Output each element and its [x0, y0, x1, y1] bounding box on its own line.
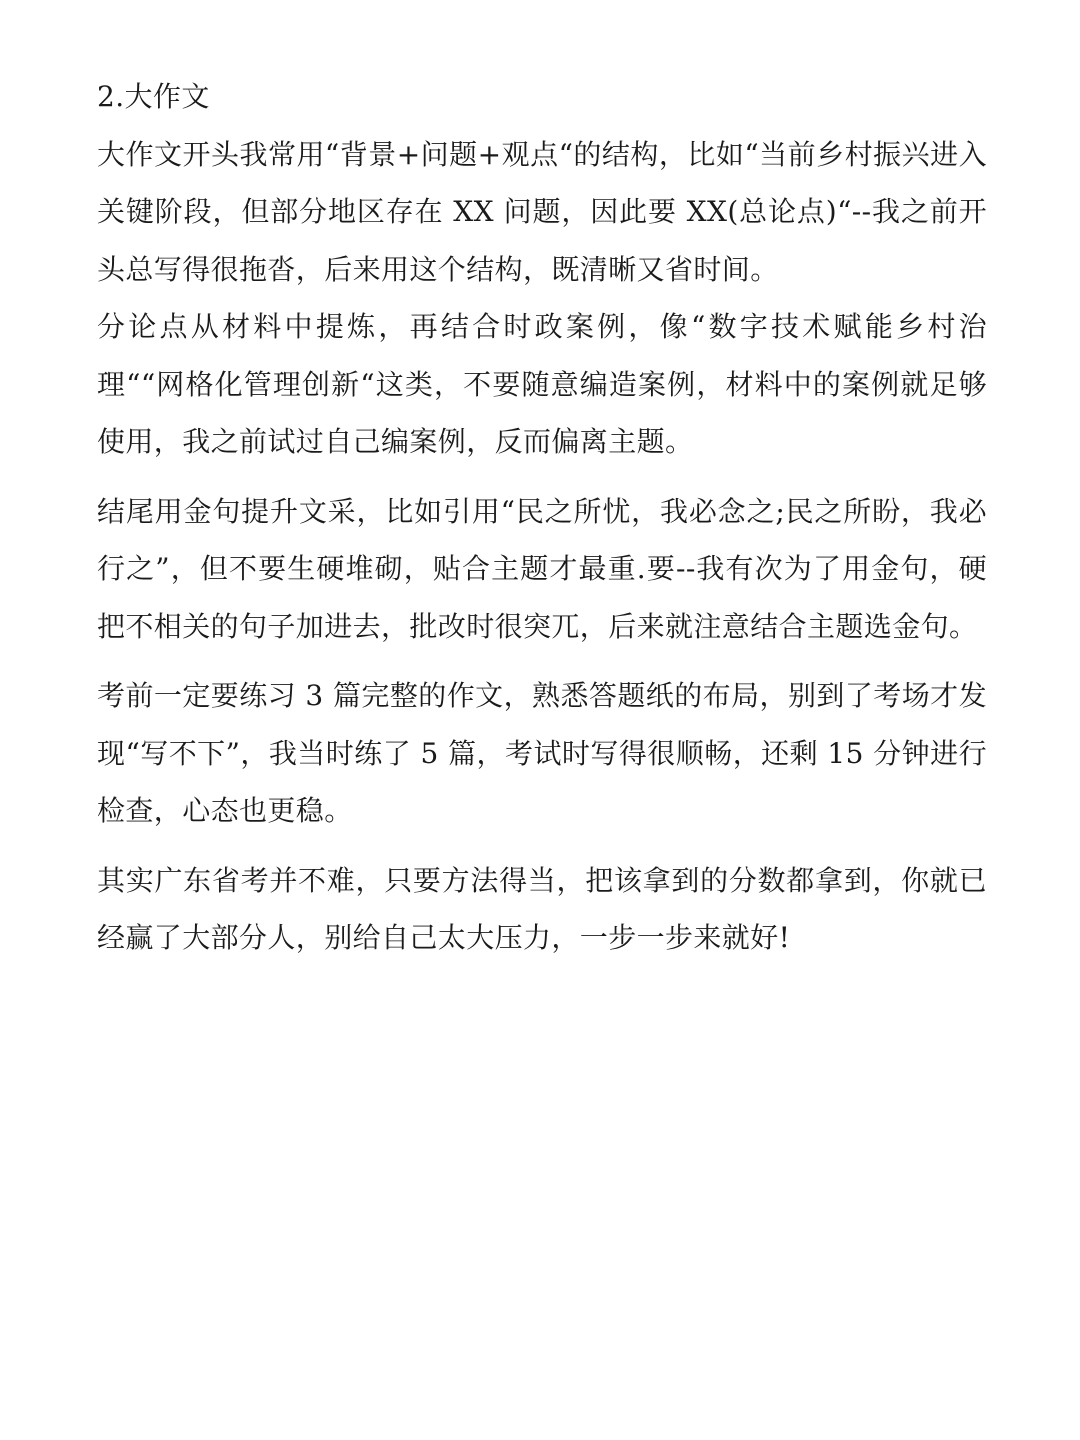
paragraph-sub-arguments: 分论点从材料中提炼，再结合时政案例，像“数字技术赋能乡村治理““网格化管理创新“这类，不要随意编造案例，材料中的案例就足够使用，我之前试过自己编案例，反而偏离主题。 [97, 310, 987, 458]
paragraph-opening-structure: 大作文开头我常用“背景+问题+观点“的结构，比如“当前乡村振兴进入关键阶段，但部分地区存在 XX 问题，因此要 XX(总论点)“--我之前开头总写得很拖沓，后来用这个结构，既清晰又省时间。 [97, 137, 987, 286]
paragraph-ending-quotes: 结尾用金句提升文采，比如引用“民之所忧，我必念之;民之所盼，我必行之”，但不要生硬堆砌，贴合主题才最重.要--我有次为了用金句，硬把不相关的句子加进去，批改时很突兀，后来就注意结合主题选金句。 [97, 494, 987, 643]
document-body [97, 68, 987, 967]
paragraph-conclusion: 其实广东省考并不难，只要方法得当，把该拿到的分数都拿到，你就已经赢了大部分人，别给自己太大压力，一步一步来就好! [97, 863, 987, 954]
section-heading: 2.大作文 [97, 80, 210, 113]
paragraph-practice: 考前一定要练习 3 篇完整的作文，熟悉答题纸的布局，别到了考场才发现“写不下”，我当时练了 5 篇，考试时写得很顺畅，还剩 15 分钟进行检查，心态也更稳。 [97, 679, 987, 827]
